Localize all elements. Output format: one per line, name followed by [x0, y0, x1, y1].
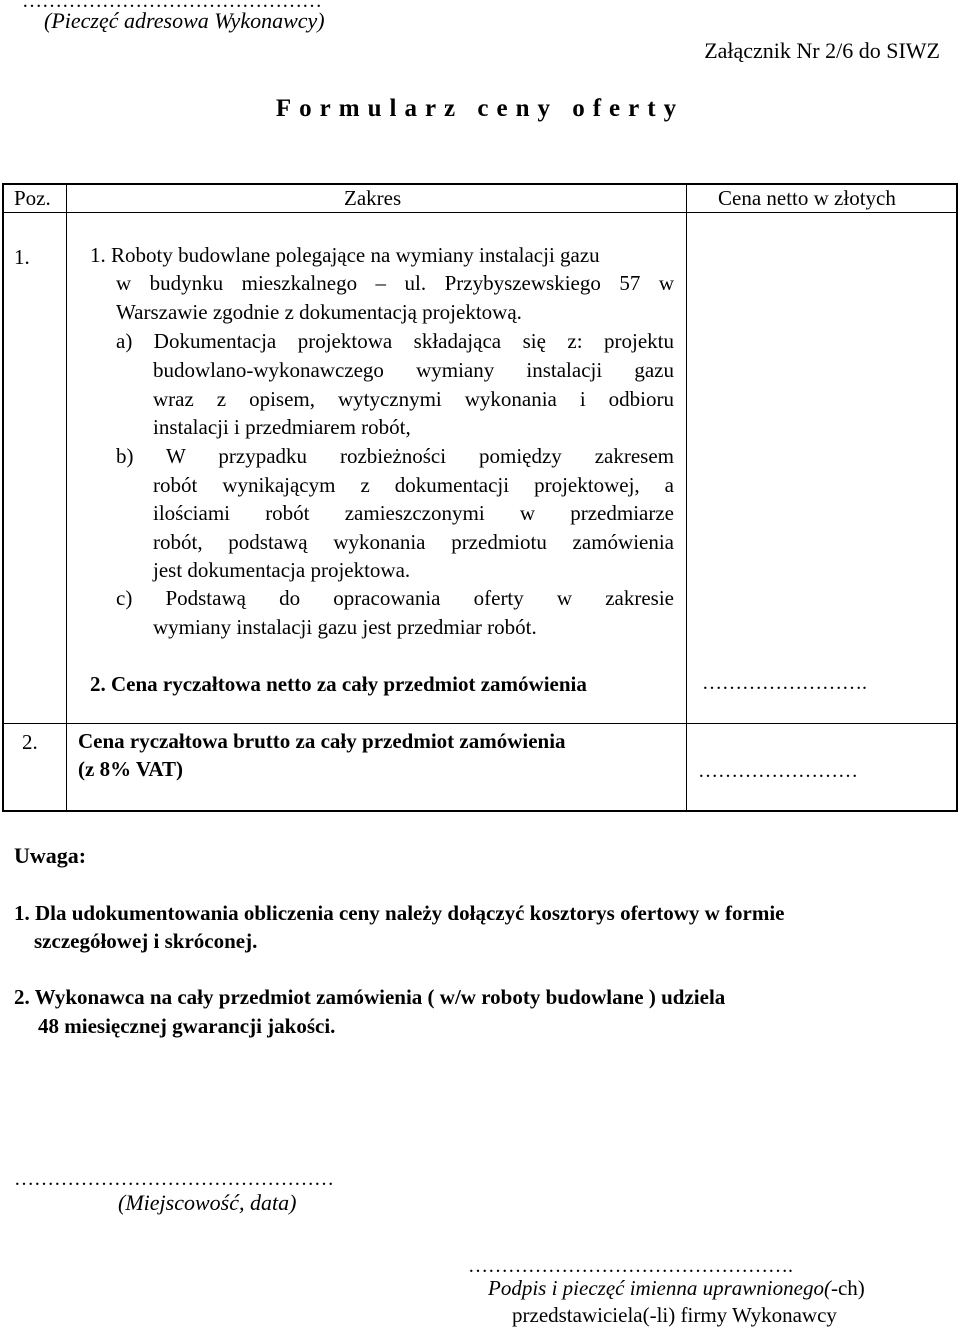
signature-dots: …………………………………………. — [468, 1255, 793, 1277]
row1-item-c-line2: wymiany instalacji gazu jest przedmiar robót. — [153, 615, 537, 639]
note-1-line2: szczegółowej i skróconej. — [34, 929, 258, 953]
row1-item-a-line3: wraz z opisem, wytycznymi wykonania i odbioru — [153, 387, 674, 411]
signature-label-italic: Podpis i pieczęć imienna uprawnionego( — [488, 1276, 831, 1300]
row1-item-a-line2: budowlano-wykonawczego wymiany instalacji gazu — [153, 358, 674, 382]
place-date-dots: ………………………………………… — [14, 1168, 334, 1190]
row1-item-b-line5: jest dokumentacja projektowa. — [153, 558, 411, 582]
row1-scope-line1: 1. Roboty budowlane polegające na wymiany instalacji gazu — [90, 243, 600, 267]
row1-item-b-line1: b) W przypadku rozbieżności pomiędzy zakresem — [116, 444, 674, 468]
row1-item-b-line2: robót wynikającym z dokumentacji projektowej, a — [153, 473, 674, 497]
row2-gross-label-line2: (z 8% VAT) — [78, 757, 183, 781]
row2-gross-label-line1: Cena ryczałtowa brutto za cały przedmiot zamówienia — [78, 729, 566, 753]
note-1-line1: 1. Dla udokumentowania obliczenia ceny należy dołączyć kosztorys ofertowy w formie — [14, 901, 785, 925]
header-price: Cena netto w złotych — [718, 186, 896, 210]
row1-item-c-line1: c) Podstawą do opracowania oferty w zakresie — [116, 586, 674, 610]
signature-label-line1 — [488, 1276, 865, 1301]
row2-gross-value: …………………… — [698, 760, 858, 782]
note-2-line2: 48 miesięcznej gwarancji jakości. — [38, 1014, 336, 1038]
stamp-dots: ……………………………………… — [22, 0, 322, 12]
row1-scope-line2: w budynku mieszkalnego – ul. Przybyszewskiego 57 w — [116, 271, 674, 295]
row1-item-b-line4: robót, podstawą wykonania przedmiotu zamówienia — [153, 530, 674, 554]
notes-heading: Uwaga: — [14, 843, 87, 868]
row1-pos: 1. — [14, 245, 30, 269]
row1-net-total-label: 2. Cena ryczałtowa netto za cały przedmiot zamówienia — [90, 672, 587, 696]
form-title: Formularz ceny oferty — [275, 95, 685, 122]
row1-item-a-line1: a) Dokumentacja projektowa składająca się z: projektu — [116, 329, 674, 353]
place-date-label: (Miejscowość, data) — [118, 1190, 297, 1215]
row1-net-total-value: ……………………. — [702, 672, 867, 694]
header-scope: Zakres — [344, 186, 402, 210]
row1-item-a-line4: instalacji i przedmiarem robót, — [153, 415, 411, 439]
signature-label-line2: przedstawiciela(-li) firmy Wykonawcy — [512, 1303, 837, 1327]
stamp-label: (Pieczęć adresowa Wykonawcy) — [44, 8, 325, 33]
annex-label: Załącznik Nr 2/6 do SIWZ — [704, 38, 940, 63]
note-2-line1: 2. Wykonawca na cały przedmiot zamówienia ( w/w roboty budowlane ) udziela — [14, 985, 726, 1009]
row2-pos: 2. — [22, 730, 38, 754]
header-pos: Poz. — [14, 186, 51, 210]
row1-scope-line3: Warszawie zgodnie z dokumentacją projektową. — [116, 300, 522, 324]
row1-item-b-line3: ilościami robót zamieszczonymi w przedmiarze — [153, 501, 674, 525]
signature-label-rest: -ch) — [830, 1276, 865, 1300]
